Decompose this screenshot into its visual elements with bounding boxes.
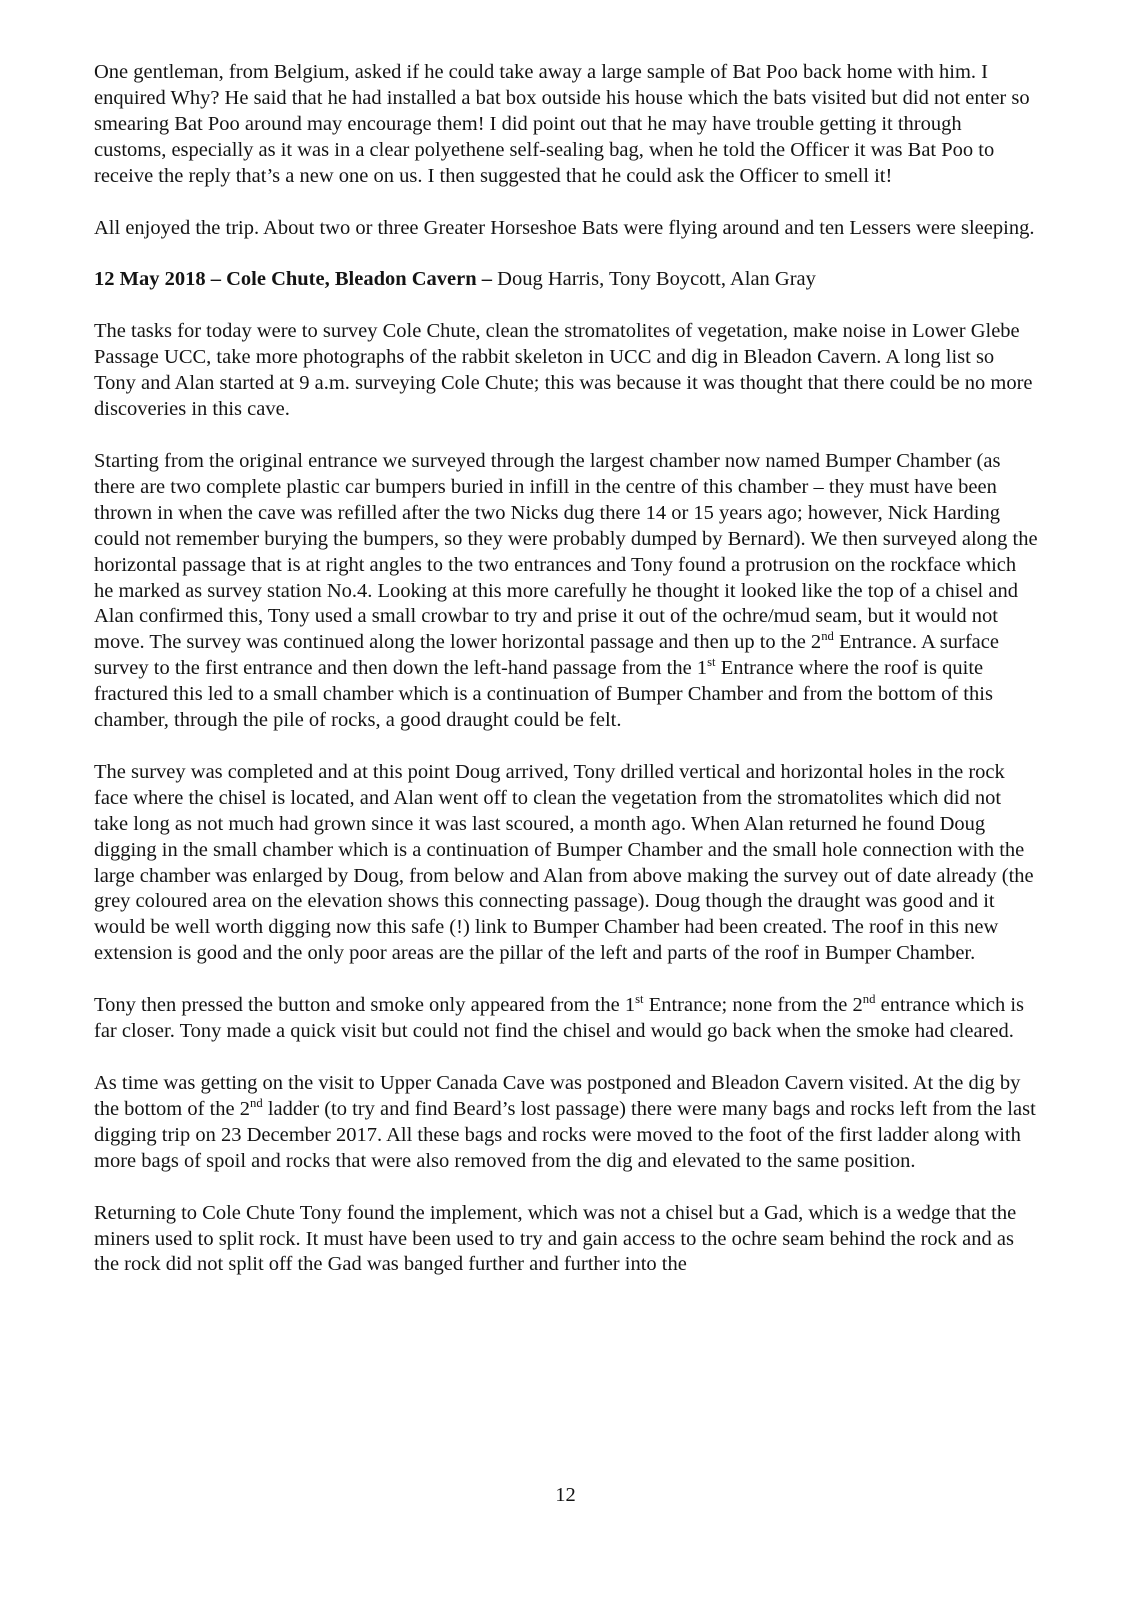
body-paragraph <box>94 319 1039 423</box>
document-body <box>94 60 1039 1304</box>
paragraph-text: entrance which is far closer. Tony made a quick visit but could not find the chisel and would go back when the smoke had cleared. <box>94 994 1025 1043</box>
ordinal-superscript: nd <box>862 992 876 1007</box>
body-paragraph <box>94 993 1039 1045</box>
ordinal-superscript: nd <box>821 629 834 644</box>
paragraph-text: Entrance where the roof is quite fractured this led to a small chamber which is a continuation of Bumper Chamber and from the bottom of this chamber, through the pile of rocks, a good draught could be felt. <box>94 657 993 732</box>
body-paragraph <box>94 60 1039 190</box>
body-paragraph <box>94 760 1039 967</box>
body-paragraph <box>94 216 1039 242</box>
ordinal-superscript: st <box>635 992 644 1007</box>
paragraph-text: Entrance. A surface survey to the first entrance and then down the left-hand passage from the 1 <box>94 631 999 680</box>
paragraph-text: Doug Harris, Tony Boycott, Alan Gray <box>492 268 816 291</box>
body-paragraph <box>94 1071 1039 1175</box>
paragraph-text: All enjoyed the trip. About two or three Greater Horseshoe Bats were flying around and ten Lessers were sleeping. <box>94 216 1035 239</box>
paragraph-text: Returning to Cole Chute Tony found the implement, which was not a chisel but a Gad, which is a wedge that the miners used to split rock. It must have been used to try and gain access to the ochre seam behind the rock and as the rock did not split off the Gad was banged further and further into the <box>94 1201 1017 1276</box>
paragraph-text: Entrance; none from the 2 <box>643 994 863 1017</box>
section-heading-paragraph <box>94 267 1039 293</box>
entry-heading: 12 May 2018 – Cole Chute, Bleadon Cavern – <box>94 268 493 291</box>
body-paragraph <box>94 449 1039 734</box>
paragraph-text: Starting from the original entrance we surveyed through the largest chamber now named Bumper Chamber (as there are two complete plastic car bumpers buried in infill in the centre of this chamber – they must have been thrown in when the cave was refilled after the two Nicks dug there 14 or 15 years ago; however, Nick Harding could not remember burying the bumpers, so they were probably dumped by Bernard). We then surveyed along the horizontal passage that is at right angles to the two entrances and Tony found a protrusion on the rockface which he marked as survey station No.4. Looking at this more carefully he thought it looked like the top of a chisel and Alan confirmed this, Tony used a small crowbar to try and prise it out of the ochre/mud seam, but it would not move. The survey was continued along the lower horizontal passage and then up to the 2 <box>94 449 1038 654</box>
paragraph-text: The survey was completed and at this point Doug arrived, Tony drilled vertical and horizontal holes in the rock face where the chisel is located, and Alan went off to clean the vegetation from the stromatolites which did not take long as not much had grown since it was last scoured, a month ago. When Alan returned he found Doug digging in the small chamber which is a continuation of Bumper Chamber and the small hole connection with the large chamber was enlarged by Doug, from below and Alan from above making the survey out of date already (the grey coloured area on the elevation shows this connecting passage). Doug though the draught was good and it would be well worth digging now this safe (!) link to Bumper Chamber had been created. The roof in this new extension is good and the only poor areas are the pillar of the left and parts of the roof in Bumper Chamber. <box>94 760 1034 965</box>
paragraph-text: One gentleman, from Belgium, asked if he could take away a large sample of Bat Poo back home with him. I enquired Why? He said that he had installed a bat box outside his house which the bats visited but did not enter so smearing Bat Poo around may encourage them! I did point out that he may have trouble getting it through customs, especially as it was in a clear polyethene self-sealing bag, when he told the Officer it was Bat Poo to receive the reply that’s a new one on us. I then suggested that he could ask the Officer to smell it! <box>94 61 1030 187</box>
body-paragraph <box>94 1201 1039 1279</box>
paragraph-text: The tasks for today were to survey Cole Chute, clean the stromatolites of vegetation, make noise in Lower Glebe Passage UCC, take more photographs of the rabbit skeleton in UCC and dig in Bleadon Cavern. A long list so Tony and Alan started at 9 a.m. surveying Cole Chute; this was because it was thought that there could be no more discoveries in this cave. <box>94 320 1033 421</box>
ordinal-superscript: st <box>707 655 716 670</box>
paragraph-text: Tony then pressed the button and smoke only appeared from the 1 <box>94 994 636 1017</box>
page-number: 12 <box>555 1484 576 1506</box>
paragraph-text: As time was getting on the visit to Upper Canada Cave was postponed and Bleadon Cavern visited. At the dig by the bottom of the 2 <box>94 1072 1021 1120</box>
paragraph-text: ladder (to try and find Beard’s lost passage) there were many bags and rocks left from the last digging trip on 23 December 2017. All these bags and rocks were moved to the foot of the first ladder along with more bags of spoil and rocks that were also removed from the dig and elevated to the same position. <box>94 1097 1036 1172</box>
ordinal-superscript: nd <box>250 1096 263 1111</box>
